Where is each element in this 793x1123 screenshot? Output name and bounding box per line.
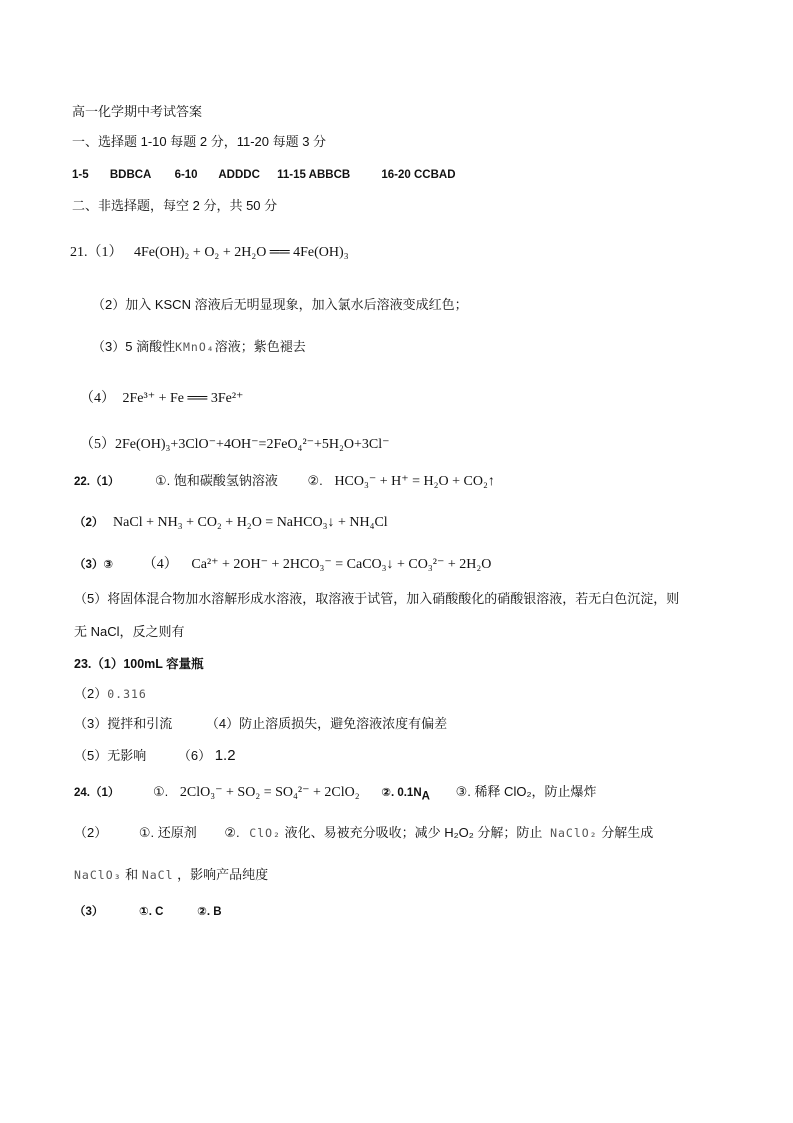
q24-line-2: （2） ①. 还原剂 ②. ClO₂ 液化、易被充分吸收；减少 H₂O₂ 分解；防止 NaClO₂ 分解生成 <box>74 825 654 840</box>
page-title: 高一化学期中考试答案 <box>72 104 203 119</box>
q23-line-4: （5）无影响 （6） 1.2 <box>74 747 236 764</box>
q24-equation-1: 2ClO₃⁻ + SO₂ = SO₄²⁻ + 2ClO₂ <box>179 785 360 800</box>
q22-line-4: （5）将固体混合物加水溶解形成水溶液，取溶液于试管，加入硝酸酸化的硝酸银溶液，若无白色沉淀，则 <box>74 591 680 606</box>
q22-line-3: （3）③ （4） Ca²⁺ + 2OH⁻ + 2HCO₃⁻ = CaCO₃↓ + CO₃²⁻ + 2H₂O <box>74 557 492 572</box>
q23-line-1: 23.（1）100mL 容量瓶 <box>74 657 204 671</box>
q21-line-5: （5）2Fe(OH)₃+3ClO⁻+4OH⁻=2FeO₄²⁻+5H₂O+3Cl⁻ <box>80 437 390 452</box>
answer-range-2: 6-10 <box>174 169 198 181</box>
naclo3-formula: NaClO₃ <box>74 868 122 882</box>
q21-equation-4: 2Fe³⁺ + Fe ══ 3Fe²⁺ <box>122 391 244 406</box>
nacl-formula: NaCl <box>141 868 174 882</box>
q23-value-2: 0.316 <box>107 687 147 701</box>
q23-value-6: 1.2 <box>214 747 236 764</box>
q21-line-4: （4） 2Fe³⁺ + Fe ══ 3Fe²⁺ <box>80 391 244 406</box>
choice-answers <box>72 167 456 183</box>
q22-equation-1: HCO₃⁻ + H⁺ = H₂O + CO₂↑ <box>334 474 495 489</box>
q24-line-4: （3） ①. C ②. B <box>74 906 222 918</box>
answer-set-2: ADDDC <box>218 169 260 181</box>
answer-set-4: 16-20 CCBAD <box>381 169 456 181</box>
q21-label: 21.（1） <box>70 245 123 260</box>
q22-line-2: （2） NaCl + NH₃ + CO₂ + H₂O = NaHCO₃↓ + NH₄Cl <box>74 515 388 530</box>
clo2-formula: ClO₂ <box>249 826 281 840</box>
q24-line-3: NaClO₃ 和 NaCl ，影响产品纯度 <box>74 867 269 882</box>
q22-equation-2: NaCl + NH₃ + CO₂ + H₂O = NaHCO₃↓ + NH₄Cl <box>113 515 388 530</box>
kmno4-formula: KMnO₄ <box>175 340 215 354</box>
q21-line-3: （3）5 滴酸性KMnO₄溶液；紫色褪去 <box>92 339 306 354</box>
section-2-heading: 二、非选择题，每空 2 分，共 50 分 <box>72 198 278 213</box>
q22-line-5: 无 NaCl，反之则有 <box>74 624 185 639</box>
section-1-heading: 一、选择题 1-10 每题 2 分，11-20 每题 3 分 <box>72 134 327 149</box>
naclo2-formula: NaClO₂ <box>550 826 598 840</box>
answer-range-1: 1-5 <box>72 169 89 181</box>
q24-line-1: 24.（1） ①. 2ClO₃⁻ + SO₂ = SO₄²⁻ + 2ClO₂ ②. $0.1N_A$ ③. 稀释 ClO₂，防止爆炸 <box>74 784 597 803</box>
q22-line-1: 22.（1） ①. 饱和碳酸氢钠溶液 ②. HCO₃⁻ + H⁺ = H₂O + CO₂↑ <box>74 473 495 489</box>
q21-line-1 <box>70 245 349 261</box>
q22-equation-4: Ca²⁺ + 2OH⁻ + 2HCO₃⁻ = CaCO₃↓ + CO₃²⁻ + 2H₂O <box>191 557 492 572</box>
q23-line-3: （3）搅拌和引流 （4）防止溶质损失，避免溶液浓度有偏差 <box>74 716 448 731</box>
answer-set-3: 11-15 ABBCB <box>277 169 351 181</box>
q21-equation-1: 4Fe(OH)₂ + O₂ + 2H₂O ══ 4Fe(OH)₃ <box>134 245 349 260</box>
q21-line-2: （2）加入 KSCN 溶液后无明显现象，加入氯水后溶液变成红色； <box>92 297 468 312</box>
q23-line-2: （2）0.316 <box>74 686 147 701</box>
answer-set-1: BDBCA <box>109 169 152 181</box>
